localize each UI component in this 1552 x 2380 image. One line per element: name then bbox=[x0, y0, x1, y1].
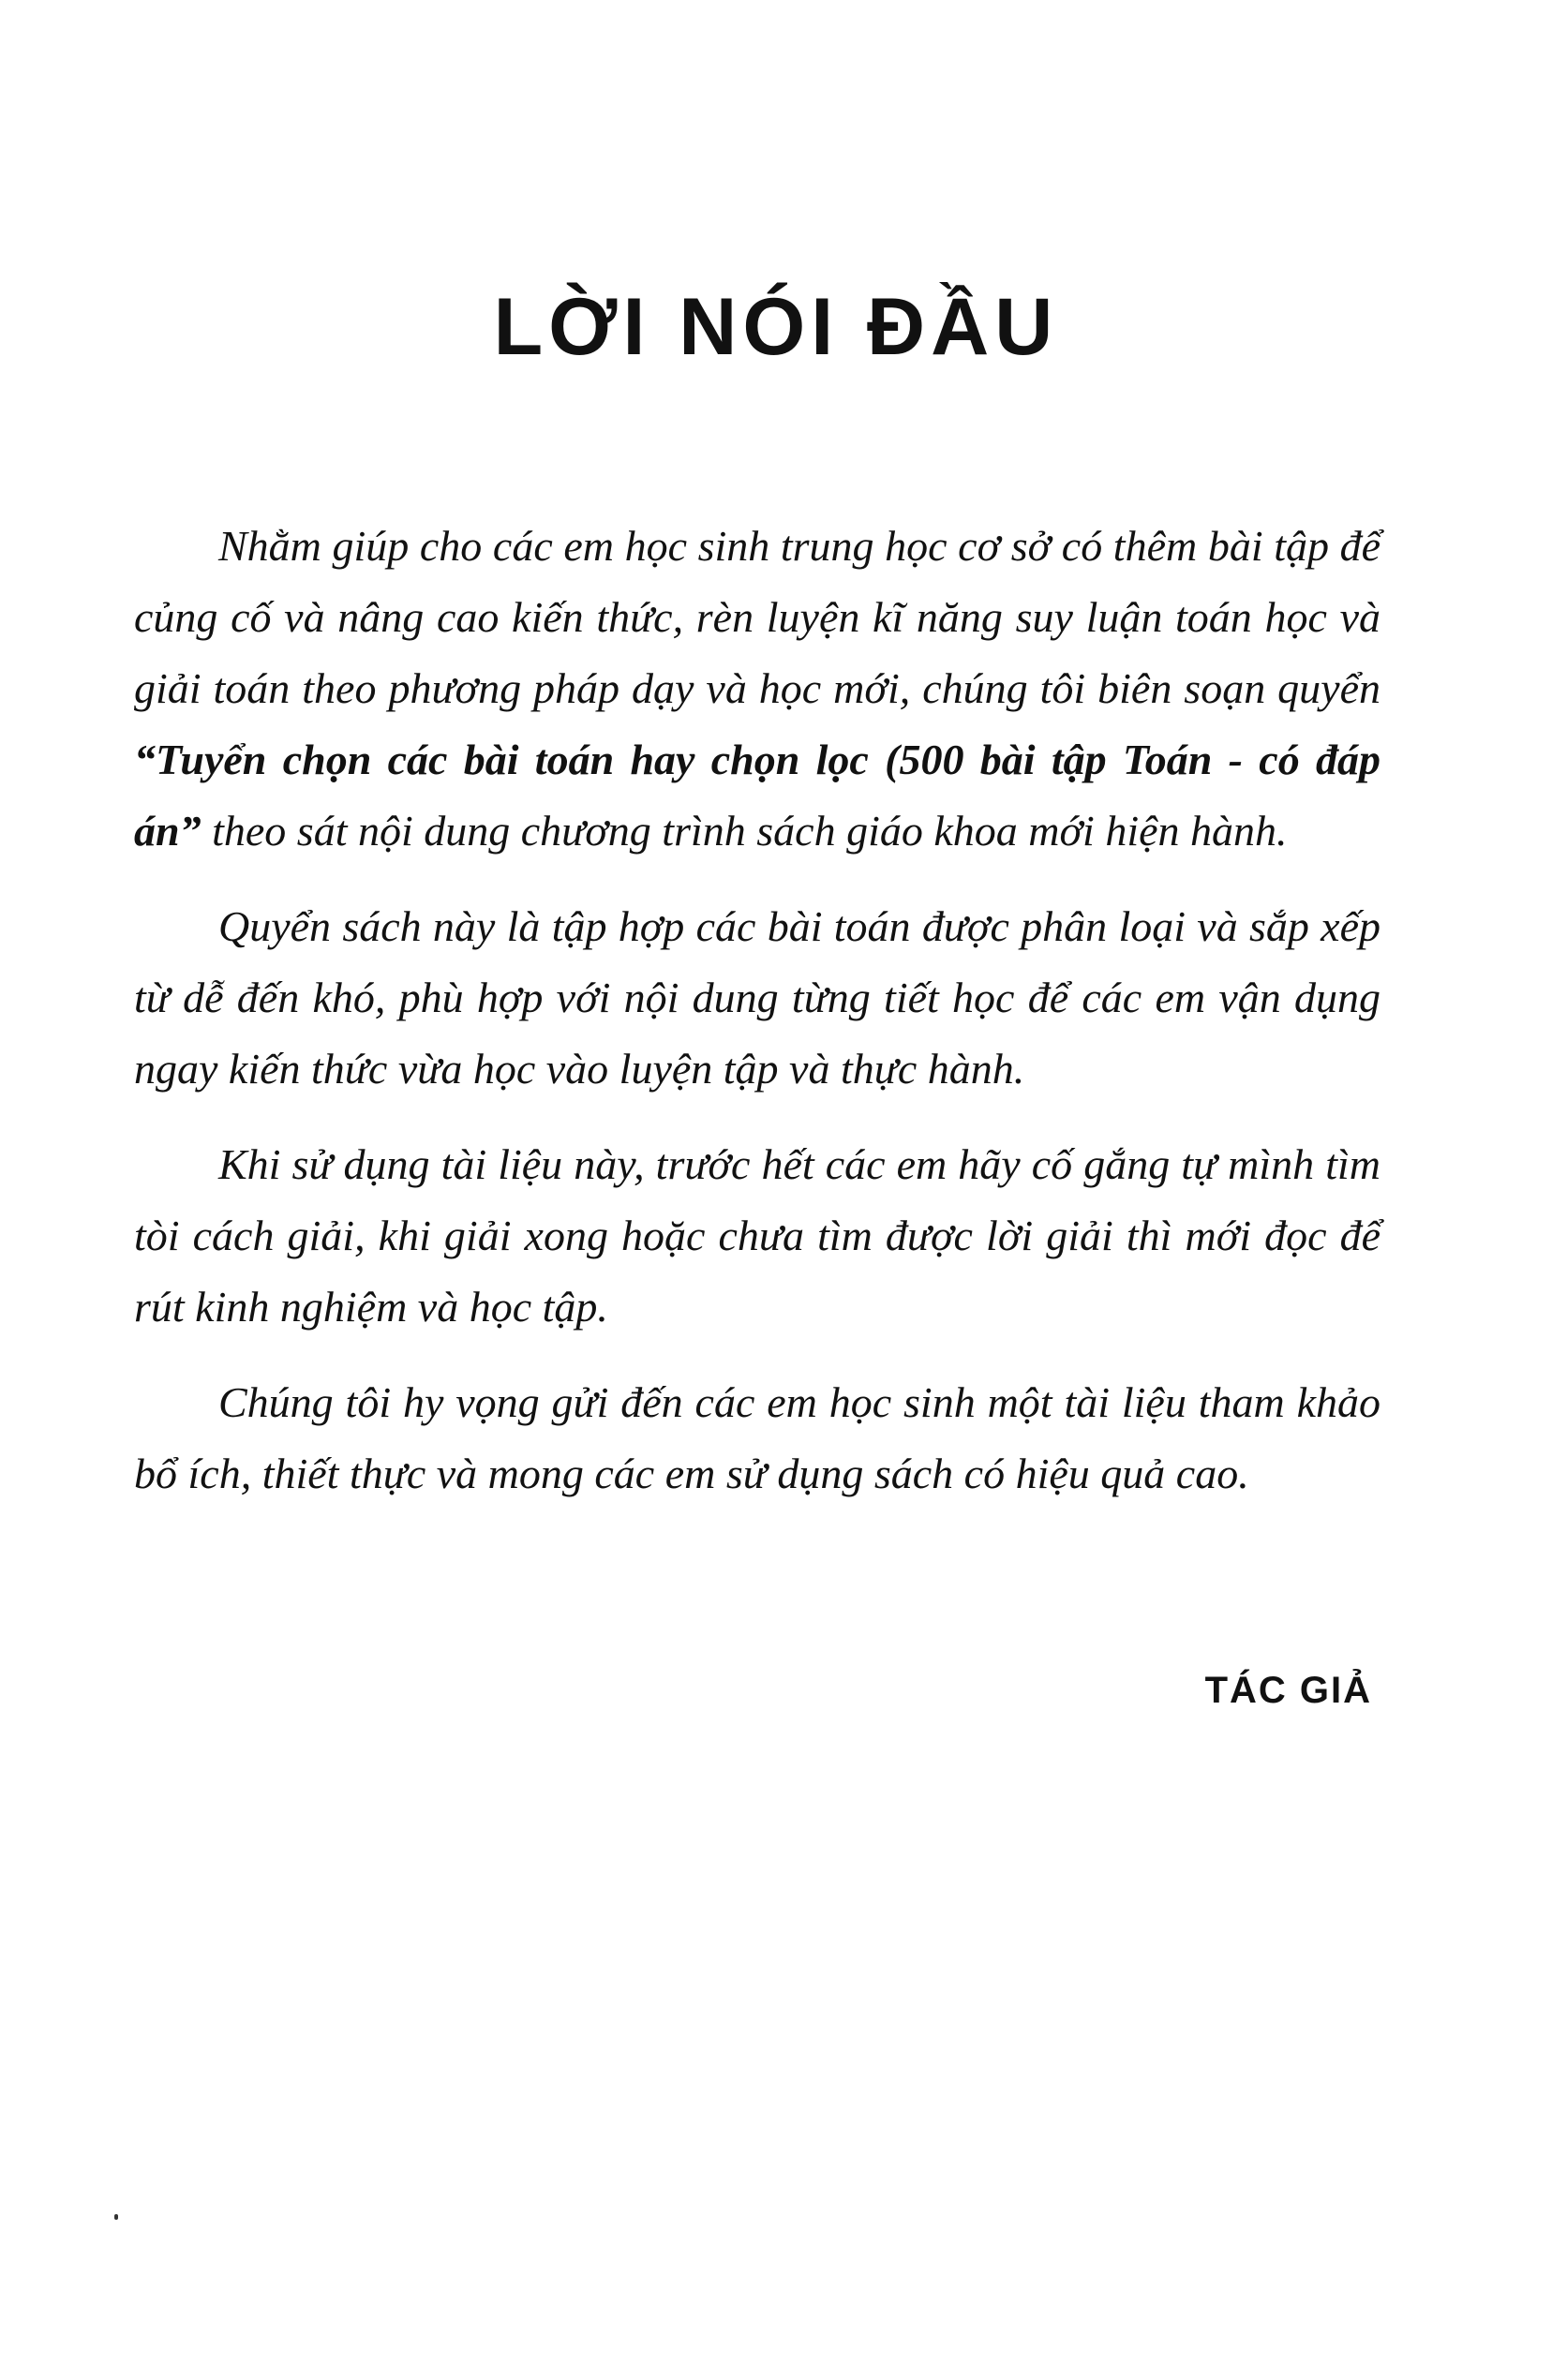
paragraph-1-intro: Nhằm giúp cho các em học sinh trung học cơ sở có thêm bài tập để củng cố và nâng cao kiến thức, rèn luyện kĩ năng suy luận toán học và giải toán theo phương pháp dạy và học mới, chúng tôi biên soạn quyển bbox=[134, 522, 1380, 712]
print-speck bbox=[114, 2214, 118, 2220]
author-signature: TÁC GIẢ bbox=[1204, 1670, 1372, 1711]
paragraph-1 bbox=[134, 511, 1380, 867]
page-title: LỜI NÓI ĐẦU bbox=[493, 282, 1059, 372]
book-title-emphasis: “Tuyển chọn các bài toán hay chọn lọc (500 bài tập Toán - có đáp án” bbox=[134, 736, 1380, 855]
paragraph-4: Chúng tôi hy vọng gửi đến các em học sinh một tài liệu tham khảo bổ ích, thiết thực và mong các em sử dụng sách có hiệu quả cao. bbox=[134, 1378, 1380, 1497]
paragraph-3: Khi sử dụng tài liệu này, trước hết các em hãy cố gắng tự mình tìm tòi cách giải, khi giải xong hoặc chưa tìm được lời giải thì mới đọc để rút kinh nghiệm và học tập. bbox=[134, 1140, 1380, 1331]
paragraph-1-ending: theo sát nội dung chương trình sách giáo khoa mới hiện hành. bbox=[201, 807, 1288, 855]
paragraph-2: Quyển sách này là tập hợp các bài toán được phân loại và sắp xếp từ dễ đến khó, phù hợp với nội dung từng tiết học để các em vận dụng ngay kiến thức vừa học vào luyện tập và thực hành. bbox=[134, 902, 1380, 1093]
preface-body bbox=[134, 511, 1380, 1534]
